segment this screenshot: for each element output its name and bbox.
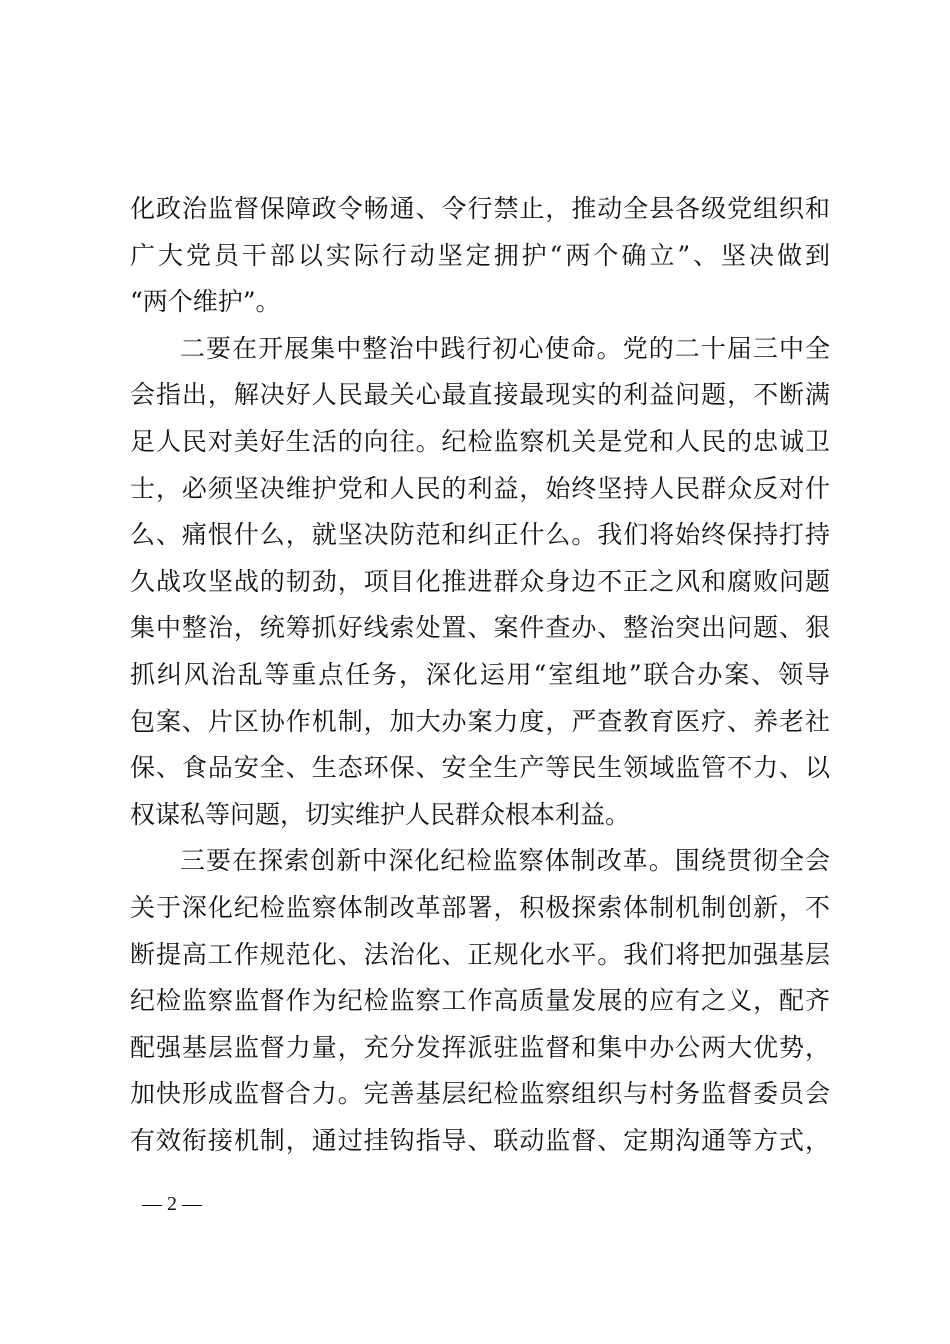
- text-line: 加快形成监督合力。完善基层纪检监察组织与村务监督委员会: [130, 1079, 830, 1109]
- text-line: 抓纠风治乱等重点任务，深化运用“室组地”联合办案、领导: [130, 659, 830, 689]
- text-line: 关于深化纪检监察体制改革部署，积极探索体制机制创新，不: [130, 892, 830, 922]
- text-line: 广大党员干部以实际行动坚定拥护“两个确立”、坚决做到: [130, 240, 830, 270]
- body-text: [130, 186, 830, 1164]
- text-line: 集中整治，统筹抓好线索处置、案件查办、整治突出问题、狠: [130, 613, 830, 643]
- paragraph-first-line: 三要在探索创新中深化纪检监察体制改革。围绕贯彻全会: [180, 846, 830, 876]
- text-line: 纪检监察监督作为纪检监察工作高质量发展的应有之义，配齐: [130, 986, 830, 1016]
- text-line: 权谋私等问题，切实维护人民群众根本利益。: [130, 799, 631, 829]
- text-line: 会指出，解决好人民最关心最直接最现实的利益问题，不断满: [130, 380, 830, 410]
- text-line: 久战攻坚战的韧劲，项目化推进群众身边不正之风和腐败问题: [130, 566, 830, 596]
- text-line: 配强基层监督力量，充分发挥派驻监督和集中办公两大优势，: [130, 1032, 830, 1062]
- text-line: 士，必须坚决维护党和人民的利益，始终坚持人民群众反对什: [130, 473, 830, 503]
- paragraph-first-line: 二要在开展集中整治中践行初心使命。党的二十届三中全: [180, 333, 830, 363]
- text-line: “两个维护”。: [130, 287, 281, 317]
- text-line: 有效衔接机制，通过挂钩指导、联动监督、定期沟通等方式，: [130, 1125, 830, 1155]
- text-line: 保、食品安全、生态环保、安全生产等民生领域监管不力、以: [130, 753, 830, 783]
- page-number: — 2 —: [142, 1193, 202, 1215]
- text-line: 化政治监督保障政令畅通、令行禁止，推动全县各级党组织和: [130, 194, 830, 223]
- text-line: 么、痛恨什么，就坚决防范和纠正什么。我们将始终保持打持: [130, 520, 830, 550]
- text-line: 足人民对美好生活的向往。纪检监察机关是党和人民的忠诚卫: [130, 426, 830, 456]
- text-line: 断提高工作规范化、法治化、正规化水平。我们将把加强基层: [130, 939, 830, 969]
- text-line: 包案、片区协作机制，加大办案力度，严查教育医疗、养老社: [130, 706, 830, 736]
